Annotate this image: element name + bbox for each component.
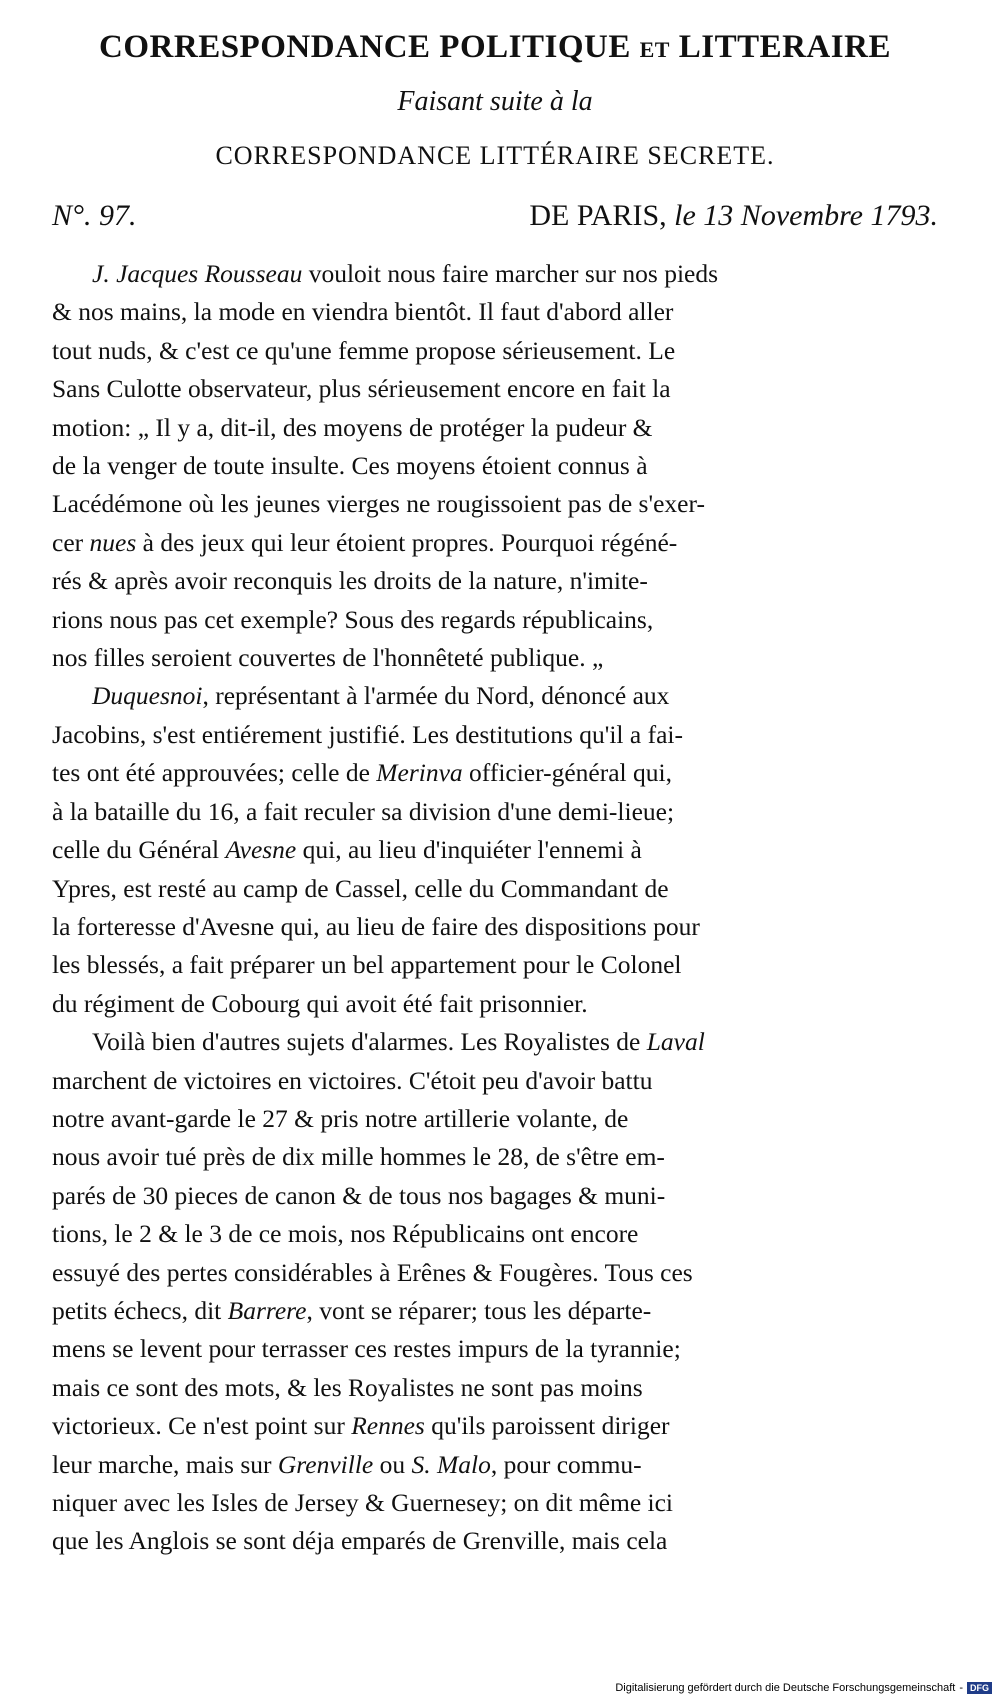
dateline-place: DE PARIS, (529, 199, 667, 232)
masthead-title-part2: LITTERAIRE (678, 29, 891, 65)
text-line: nous avoir tué près de dix mille hommes le 28, de s'être em- (52, 1142, 665, 1172)
article-paragraph (52, 255, 938, 677)
masthead-title (52, 22, 938, 75)
text-line: de la venger de toute insulte. Ces moyens étoient connus à (52, 451, 648, 481)
text-line: mens se levent pour terrasser ces restes impurs de la tyrannie; (52, 1334, 681, 1364)
masthead-title-conj: ET (639, 37, 670, 62)
article-paragraph (52, 1023, 938, 1561)
text-line: tions, le 2 & le 3 de ce mois, nos Républicains ont encore (52, 1219, 639, 1249)
text-line: mais ce sont des mots, & les Royalistes ne sont pas moins (52, 1372, 643, 1402)
text-line: leur marche, mais sur Grenville ou S. Malo, pour commu- (52, 1449, 642, 1479)
text-line: notre avant-garde le 27 & pris notre artillerie volante, de (52, 1103, 629, 1133)
text-line: parés de 30 pieces de canon & de tous nos bagages & muni- (52, 1180, 666, 1210)
text-line: les blessés, a fait préparer un bel appartement pour le Colonel (52, 950, 682, 980)
text-line: tout nuds, & c'est ce qu'une femme propose sérieusement. Le (52, 335, 676, 365)
text-line: celle du Général Avesne qui, au lieu d'inquiéter l'ennemi à (52, 835, 642, 865)
text-line: petits échecs, dit Barrere, vont se réparer; tous les départe- (52, 1295, 652, 1325)
place-and-date (529, 183, 938, 249)
article-body (52, 255, 938, 1561)
dateline (52, 183, 938, 249)
article-paragraph (52, 677, 938, 1023)
text-line: & nos mains, la mode en viendra bientôt. Il faut d'abord aller (52, 297, 674, 327)
issue-number: N°. 97. (52, 199, 137, 232)
text-line: essuyé des pertes considérables à Erênes & Fougères. Tous ces (52, 1257, 693, 1287)
text-line: niquer avec les Isles de Jersey & Guernesey; on dit même ici (52, 1488, 674, 1517)
text-line: que les Anglois se sont déja emparés de Grenville, mais cela (52, 1526, 668, 1556)
text-line: motion: „ Il y a, dit-il, des moyens de protéger la pudeur & (52, 412, 653, 442)
masthead-title-part1: CORRESPONDANCE POLITIQUE (99, 29, 631, 65)
text-line: Sans Culotte observateur, plus sérieusement encore en fait la (52, 374, 671, 404)
text-line: Ypres, est resté au camp de Cassel, celle du Commandant de (52, 873, 669, 903)
digitization-footer: Digitalisierung gefördert durch die Deutsche Forschungsgemeinschaft - DFG (615, 1682, 992, 1694)
text-line: à la bataille du 16, a fait reculer sa division d'une demi-lieue; (52, 796, 675, 826)
text-line: cer nues à des jeux qui leur étoient propres. Pourquoi régéné- (52, 527, 678, 557)
text-line: la forteresse d'Avesne qui, au lieu de faire des dispositions pour (52, 911, 700, 941)
text-line: rions nous pas cet exemple? Sous des regards républicains, (52, 604, 654, 634)
text-line: Duquesnoi, représentant à l'armée du Nord, dénoncé aux (92, 681, 670, 711)
text-line: marchent de victoires en victoires. C'étoit peu d'avoir battu (52, 1065, 653, 1095)
dateline-date: le 13 Novembre 1793. (674, 199, 938, 232)
text-line: rés & après avoir reconquis les droits de la nature, n'imite- (52, 566, 648, 596)
masthead-title2: CORRESPONDANCE LITTÉRAIRE SECRETE. (215, 141, 775, 170)
text-line: du régiment de Cobourg qui avoit été fait prisonnier. (52, 988, 588, 1018)
text-line: nos filles seroient couvertes de l'honnêteté publique. „ (52, 643, 604, 673)
text-line: Lacédémone où les jeunes vierges ne rougissoient pas de s'exer- (52, 489, 705, 519)
footer-text: Digitalisierung gefördert durch die Deutsche Forschungsgemeinschaft (615, 1682, 956, 1694)
text-line: Voilà bien d'autres sujets d'alarmes. Les Royalistes de Laval (92, 1027, 705, 1057)
newspaper-page (52, 22, 938, 1561)
text-line: victorieux. Ce n'est point sur Rennes qu'ils paroissent diriger (52, 1411, 670, 1441)
text-line: Jacobins, s'est entiérement justifié. Les destitutions qu'il a fai- (52, 719, 683, 749)
masthead-subtitle: Faisant suite à la (397, 86, 593, 117)
text-line: tes ont été approuvées; celle de Merinva officier-général qui, (52, 758, 672, 788)
dfg-logo: DFG (967, 1682, 992, 1694)
text-line: J. Jacques Rousseau vouloit nous faire marcher sur nos pieds (92, 259, 719, 288)
